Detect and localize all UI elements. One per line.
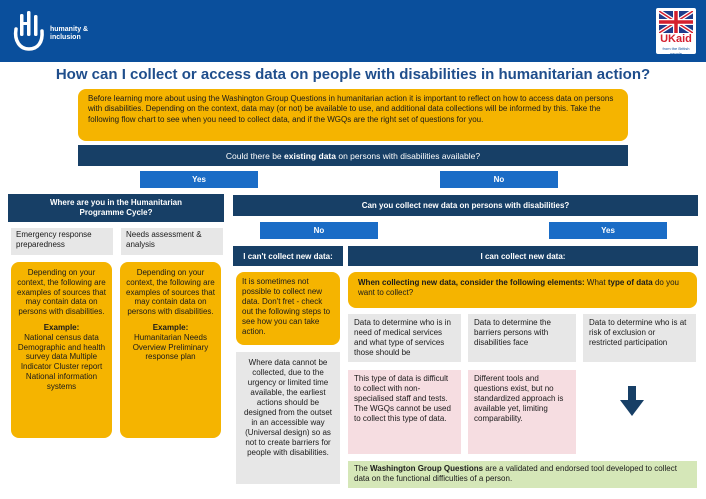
example-list: National census data Demographic and health survey data Multiple Indicator Cluster report National information systems [17,332,106,391]
ukaid-logo [656,8,696,54]
note-barriers: Different tools and questions exist, but no standardized approach is available yet, limiting comparability. [468,370,576,454]
data-type-exclusion: Data to determine who is at risk of exclusion or restricted participation [583,314,696,362]
existing-data-question [78,145,628,166]
sources-box-needs-assessment [120,262,221,438]
wgq-bold: Washington Group Questions [370,464,484,473]
org-name: humanity & inclusion [50,26,89,41]
page-title: How can I collect or access data on people with disabilities in humanitarian action? [55,66,651,83]
consider-end: do you want to collect? [358,278,679,297]
existing-q-after: on persons with disabilities available? [335,150,481,161]
existing-no-box: No [440,171,558,188]
existing-q-before: Could there be [225,150,285,161]
wgq-end: are a validated and endorsed tool developed to collect data on the functional difficulties of a person. [354,464,677,483]
dont-fret-box: It is sometimes not possible to collect new data. Don't fret - check out the following steps to see how you can take action. [236,272,340,345]
consider-elements-box [348,272,697,308]
ukaid-subtitle: from the British people [662,46,690,56]
stage-emergency-preparedness: Emergency response preparedness [11,228,113,255]
consider-bold2: type of data [607,278,653,287]
existing-q-bold: existing data [284,150,336,161]
existing-yes-box: Yes [140,171,258,188]
collect-yes-box: Yes [549,222,667,239]
consider-mid: What [584,278,608,287]
example-heading: Example: [43,322,80,332]
stage-needs-assessment: Needs assessment & analysis [121,228,223,255]
example-heading: Example: [152,322,189,332]
data-type-barriers: Data to determine the barriers persons with disabilities face [468,314,576,362]
sources-text: Depending on your context, the following are examples of sources that may contain data on persons with disabilities. [17,268,106,317]
union-flag-icon [659,11,693,33]
sources-box-preparedness [11,262,112,438]
example-list: Humanitarian Needs Overview Preliminary response plan [132,332,209,362]
ukaid-label: UKaid [660,33,692,45]
wgq-summary-box [348,461,697,488]
note-medical: This type of data is difficult to collect with non-specialised staff and tests. The WGQs cannot be used to collect this type of data. [348,370,461,454]
data-type-medical: Data to determine who is in need of medical services and what type of services those should be [348,314,461,362]
humanity-inclusion-logo [10,9,46,53]
sources-text: Depending on your context, the following are examples of sources that may contain data on persons with disabilities. [126,268,215,317]
collect-no-box: No [260,222,378,239]
header-bar [0,0,706,62]
consider-bold: When collecting new data, consider the following elements: [358,278,585,287]
cant-collect-header: I can't collect new data: [233,246,343,266]
down-arrow-icon [620,386,644,416]
universal-design-box: Where data cannot be collected, due to the urgency or limited time available, the earliest actions should be designed from the outset in an accessible way (Universal design) so as not to create barriers for people with disabilities. [236,352,340,484]
can-collect-header: I can collect new data: [348,246,698,266]
programme-cycle-question: Where are you in the Humanitarian Programme Cycle? [8,194,224,222]
wgq-start: The [354,464,371,473]
collect-new-data-question: Can you collect new data on persons with disabilities? [233,195,698,216]
intro-box: Before learning more about using the Washington Group Questions in humanitarian action it is important to reflect on how to access data on persons with disabilities. Depending on the context, data may (or not) be available to use, and additional data collections will be informed by this. Take the following flow chart to see when you need to collect data, and if the WGQs are the right set of questions for you. [78,89,628,141]
